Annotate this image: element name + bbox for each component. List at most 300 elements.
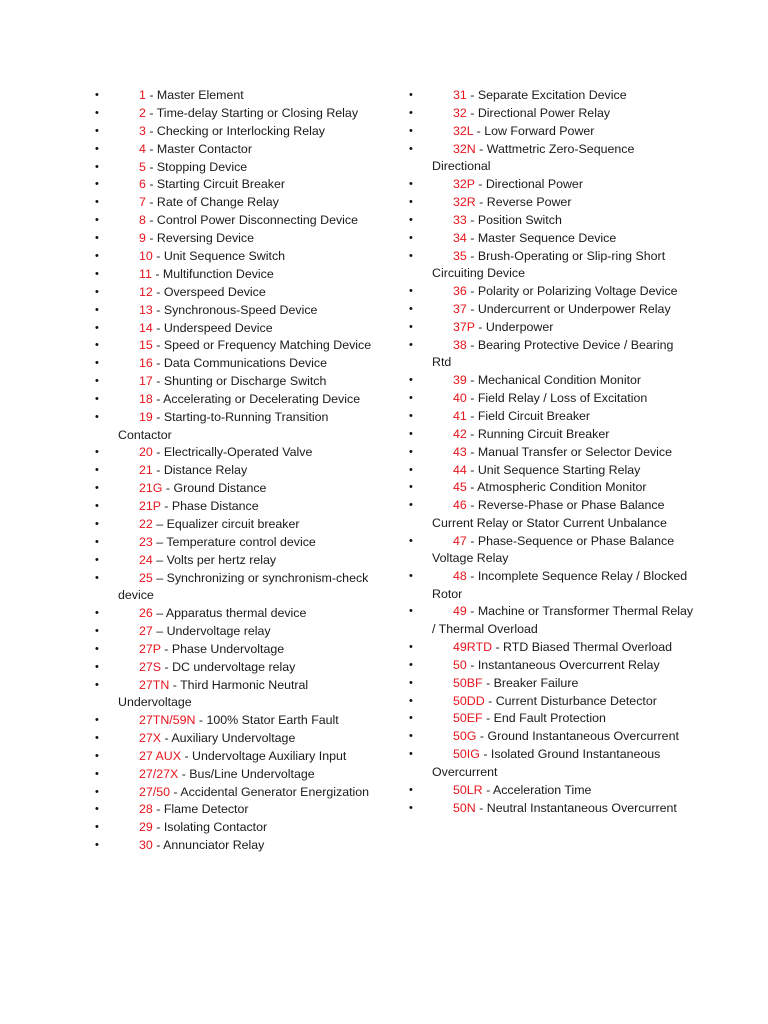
bullet-icon: • [409, 409, 413, 422]
bullet-icon: • [95, 446, 99, 459]
device-description: Phase Undervoltage [171, 641, 285, 656]
bullet-icon: • [409, 676, 413, 689]
bullet-icon: • [409, 748, 413, 761]
bullet-icon: • [95, 607, 99, 620]
list-item [95, 320, 380, 338]
list-item [409, 248, 694, 283]
bullet-icon: • [95, 803, 99, 816]
device-code: 32P [453, 177, 475, 192]
list-item [409, 426, 694, 444]
device-description: Mechanical Condition Monitor [477, 373, 642, 388]
device-code: 31 [453, 88, 467, 102]
device-description: Breaker Failure [493, 675, 579, 690]
bullet-icon: • [409, 783, 413, 796]
device-code: 7 [139, 195, 146, 210]
device-code: 36 [453, 284, 467, 299]
device-code: 35 [453, 248, 467, 263]
device-code: 26 [139, 606, 153, 621]
device-code: 50G [453, 729, 477, 744]
bullet-icon: • [409, 302, 413, 315]
bullet-icon: • [95, 749, 99, 762]
separator: – [152, 516, 167, 531]
device-description: Underpower [485, 319, 554, 334]
bullet-icon: • [409, 249, 413, 262]
separator: - [161, 730, 172, 745]
bullet-icon: • [409, 142, 413, 155]
list-item [409, 479, 694, 497]
device-description: Reverse-Phase or Phase Balance Current Relay or Stator Current Unbalance [432, 498, 667, 530]
device-description: Undervoltage relay [166, 623, 271, 638]
device-code: 9 [139, 231, 146, 246]
device-code: 21P [139, 499, 161, 514]
bullet-icon: • [95, 321, 99, 334]
list-item [409, 283, 694, 301]
device-code: 17 [139, 374, 153, 389]
bullet-icon: • [95, 285, 99, 298]
device-description: Master Sequence Device [477, 230, 617, 245]
device-code: 33 [453, 212, 467, 227]
separator: - [482, 675, 494, 690]
separator: - [160, 641, 172, 656]
device-description: End Fault Protection [493, 711, 606, 726]
bullet-icon: • [95, 482, 99, 495]
bullet-icon: • [409, 640, 413, 653]
separator: – [152, 623, 167, 638]
device-description: Unit Sequence Starting Relay [477, 462, 641, 477]
separator: - [152, 445, 164, 460]
device-description: Isolated Ground Instantaneous Overcurrent [432, 747, 661, 779]
list-item [95, 266, 380, 284]
bullet-icon: • [95, 232, 99, 245]
device-description: Reversing Device [156, 231, 255, 246]
separator: - [152, 820, 164, 835]
device-description: Flame Detector [163, 802, 249, 817]
device-code: 28 [139, 802, 153, 817]
list-item [95, 373, 380, 391]
list-item [95, 284, 380, 302]
list-item [95, 391, 380, 409]
separator: - [466, 284, 478, 299]
device-description: DC undervoltage relay [172, 659, 296, 674]
device-code: 24 [139, 552, 153, 567]
bullet-icon: • [409, 534, 413, 547]
separator: - [474, 177, 486, 192]
list-item [95, 105, 380, 123]
device-code: 20 [139, 445, 153, 460]
device-description: Checking or Interlocking Relay [156, 123, 325, 138]
device-code: 3 [139, 123, 146, 138]
separator: - [178, 766, 190, 781]
device-description: Distance Relay [163, 463, 248, 478]
device-description: Starting Circuit Breaker [156, 177, 286, 192]
separator: - [152, 392, 164, 407]
bullet-icon: • [409, 712, 413, 725]
device-description: Separate Excitation Device [477, 88, 627, 102]
device-code: 32 [453, 105, 467, 120]
bullet-icon: • [95, 250, 99, 263]
separator: - [152, 338, 164, 353]
device-description: Rate of Change Relay [156, 195, 279, 210]
list-item [409, 337, 694, 372]
separator: - [466, 212, 478, 227]
device-description: Instantaneous Overcurrent Relay [477, 657, 660, 672]
device-description: Manual Transfer or Selector Device [477, 444, 673, 459]
list-item [95, 141, 380, 159]
device-description: Master Contactor [156, 141, 252, 156]
separator: - [152, 374, 164, 389]
list-item [409, 746, 694, 781]
bullet-icon: • [95, 357, 99, 370]
bullet-icon: • [95, 303, 99, 316]
list-item [95, 534, 380, 552]
bullet-icon: • [409, 427, 413, 440]
list-item [409, 603, 694, 638]
list-item [409, 408, 694, 426]
device-description: Multifunction Device [162, 266, 274, 281]
bullet-icon: • [95, 642, 99, 655]
device-code: 44 [453, 462, 467, 477]
separator: - [145, 105, 157, 120]
list-item [95, 444, 380, 462]
device-description: Directional Power Relay [477, 105, 611, 120]
list-item [409, 728, 694, 746]
separator: - [474, 319, 486, 334]
device-code: 47 [453, 533, 467, 548]
separator: - [466, 230, 478, 245]
separator: - [475, 800, 487, 815]
device-description: Synchronous-Speed Device [163, 302, 318, 317]
separator: - [152, 356, 164, 371]
separator: - [152, 838, 164, 853]
device-code: 18 [139, 392, 153, 407]
separator: - [466, 462, 478, 477]
device-code: 29 [139, 820, 153, 835]
device-description: RTD Biased Thermal Overload [503, 639, 672, 654]
device-description: Shunting or Discharge Switch [163, 374, 327, 389]
device-code: 43 [453, 444, 467, 459]
separator: - [195, 713, 207, 727]
separator: - [152, 320, 164, 335]
device-description: Phase Distance [171, 499, 259, 514]
device-code: 22 [139, 516, 153, 531]
bullet-icon: • [409, 570, 413, 583]
list-item [409, 462, 694, 480]
bullet-icon: • [95, 375, 99, 388]
list-item [95, 409, 380, 444]
bullet-icon: • [95, 464, 99, 477]
device-code: 32L [453, 123, 474, 138]
device-description: Synchronizing or synchronism-check device [118, 570, 369, 603]
list-item [409, 372, 694, 390]
separator: - [492, 639, 504, 654]
bullet-icon: • [95, 142, 99, 155]
bullet-icon: • [95, 624, 99, 637]
device-code: 40 [453, 390, 467, 405]
list-item [95, 462, 380, 480]
bullet-icon: • [95, 89, 99, 101]
device-description: Low Forward Power [484, 123, 595, 138]
separator: - [466, 337, 478, 352]
device-description: Polarity or Polarizing Voltage Device [477, 284, 678, 299]
bullet-icon: • [95, 767, 99, 780]
device-description: Electrically-Operated Valve [163, 445, 313, 460]
separator: - [475, 194, 487, 209]
device-code: 21G [139, 481, 163, 496]
device-code: 32N [453, 141, 476, 156]
device-description: Machine or Transformer Thermal Relay / Thermal Overload [432, 604, 694, 636]
device-code: 27P [139, 641, 161, 656]
device-code: 50EF [453, 711, 483, 726]
list-item [409, 141, 694, 176]
device-code: 15 [139, 338, 153, 353]
device-code: 38 [453, 337, 467, 352]
device-description: Directional Power [485, 177, 583, 192]
list-item [409, 497, 694, 532]
bullet-icon: • [409, 89, 413, 101]
bullet-icon: • [95, 839, 99, 852]
device-description: Wattmetric Zero-Sequence Directional [432, 141, 635, 174]
list-item [95, 355, 380, 373]
bullet-icon: • [95, 535, 99, 548]
bullet-icon: • [95, 821, 99, 834]
bullet-icon: • [95, 106, 99, 119]
separator: - [145, 141, 157, 156]
separator: - [466, 569, 478, 584]
separator: - [145, 177, 157, 192]
bullet-icon: • [409, 694, 413, 707]
bullet-icon: • [409, 106, 413, 119]
bullet-icon: • [95, 339, 99, 352]
list-item [95, 302, 380, 320]
separator: - [466, 426, 478, 441]
separator: - [466, 301, 478, 316]
list-item [95, 337, 380, 355]
device-code: 32R [453, 194, 476, 209]
device-description: Reverse Power [486, 194, 572, 209]
device-code: 42 [453, 426, 467, 441]
device-code: 27 AUX [139, 748, 182, 763]
separator: - [482, 711, 494, 726]
list-item [95, 819, 380, 837]
separator: - [162, 481, 174, 496]
device-list-right [409, 87, 694, 817]
bullet-icon: • [409, 374, 413, 387]
separator: – [152, 570, 167, 585]
bullet-icon: • [409, 124, 413, 137]
separator: - [466, 408, 478, 423]
device-code: 49RTD [453, 639, 493, 654]
device-code: 19 [139, 410, 153, 425]
device-code: 46 [453, 498, 467, 513]
list-item [409, 657, 694, 675]
device-code: 2 [139, 105, 146, 120]
device-code: 11 [139, 266, 152, 281]
separator: – [152, 552, 167, 567]
device-description: Equalizer circuit breaker [166, 516, 300, 531]
separator: - [145, 123, 157, 138]
separator: - [466, 657, 478, 672]
bullet-icon: • [409, 481, 413, 494]
bullet-icon: • [95, 553, 99, 566]
list-item [95, 248, 380, 266]
device-description: Phase-Sequence or Phase Balance Voltage Relay [432, 533, 675, 566]
bullet-icon: • [95, 660, 99, 673]
device-description: Starting-to-Running Transition Contactor [118, 410, 329, 442]
device-code: 50DD [453, 693, 485, 708]
device-description: Ground Instantaneous Overcurrent [487, 729, 679, 744]
device-code: 50LR [453, 782, 483, 797]
separator: - [169, 677, 181, 692]
device-code: 50N [453, 800, 476, 815]
bullet-icon: • [95, 267, 99, 280]
list-item [409, 319, 694, 337]
separator: - [152, 410, 164, 425]
separator: - [145, 88, 157, 102]
separator: - [466, 498, 478, 513]
device-description: Running Circuit Breaker [477, 426, 610, 441]
separator: - [466, 105, 478, 120]
device-description: Field Circuit Breaker [477, 408, 591, 423]
device-code: 50 [453, 657, 467, 672]
bullet-icon: • [95, 571, 99, 584]
bullet-icon: • [409, 801, 413, 814]
separator: - [160, 499, 172, 514]
list-item [95, 659, 380, 677]
device-description: Neutral Instantaneous Overcurrent [486, 800, 677, 815]
device-code: 49 [453, 604, 467, 619]
bullet-icon: • [409, 320, 413, 333]
separator: - [152, 802, 164, 817]
separator: - [466, 533, 478, 548]
list-item [95, 498, 380, 516]
device-code: 37 [453, 301, 467, 316]
separator: - [479, 747, 491, 762]
separator: - [466, 390, 478, 405]
separator: - [161, 659, 173, 674]
device-description: Brush-Operating or Slip-ring Short Circuiting Device [432, 248, 666, 281]
bullet-icon: • [409, 391, 413, 404]
separator: - [476, 729, 488, 744]
separator: - [466, 444, 478, 459]
device-description: Control Power Disconnecting Device [156, 213, 359, 228]
list-item [409, 105, 694, 123]
bullet-icon: • [409, 499, 413, 512]
device-code: 27TN/59N [139, 713, 196, 727]
device-code: 6 [139, 177, 146, 192]
list-item [95, 677, 380, 712]
separator: - [181, 748, 193, 763]
device-code: 30 [139, 838, 153, 853]
device-code: 50BF [453, 675, 483, 690]
bullet-icon: • [409, 213, 413, 226]
list-item [95, 766, 380, 784]
device-description: Stopping Device [156, 159, 248, 174]
device-code: 10 [139, 249, 153, 264]
device-description: Data Communications Device [163, 356, 328, 371]
bullet-icon: • [95, 196, 99, 209]
list-item [95, 212, 380, 230]
bullet-icon: • [409, 231, 413, 244]
list-item [95, 837, 380, 855]
device-list-left [95, 87, 380, 855]
device-description: Annunciator Relay [163, 838, 265, 853]
device-code: 8 [139, 213, 146, 228]
list-item [409, 710, 694, 728]
separator: - [145, 195, 157, 210]
list-item [409, 301, 694, 319]
device-code: 4 [139, 141, 146, 156]
list-item [95, 730, 380, 748]
separator: - [475, 141, 487, 156]
bullet-icon: • [409, 658, 413, 671]
separator: - [482, 782, 493, 797]
bullet-icon: • [95, 411, 99, 424]
device-description: Bus/Line Undervoltage [189, 766, 315, 781]
device-code: 25 [139, 570, 153, 585]
device-code: 39 [453, 373, 467, 388]
list-item [95, 194, 380, 212]
device-description: Underspeed Device [163, 320, 273, 335]
separator: - [466, 480, 478, 495]
list-item [409, 800, 694, 818]
separator: - [152, 284, 164, 299]
list-item [95, 123, 380, 141]
bullet-icon: • [95, 731, 99, 744]
separator: - [466, 88, 478, 102]
device-code: 1 [139, 88, 146, 102]
separator: - [152, 302, 164, 317]
device-code: 34 [453, 230, 467, 245]
list-item [409, 194, 694, 212]
device-code: 12 [139, 284, 153, 299]
list-item [95, 159, 380, 177]
separator: - [473, 123, 485, 138]
device-description: Time-delay Starting or Closing Relay [156, 105, 359, 120]
bullet-icon: • [95, 160, 99, 173]
device-code: 27X [139, 730, 162, 745]
list-item [409, 212, 694, 230]
device-code: 27 [139, 623, 153, 638]
device-description: Undervoltage Auxiliary Input [192, 748, 347, 763]
device-code: 50IG [453, 747, 480, 762]
bullet-icon: • [409, 730, 413, 743]
device-description: Position Switch [477, 212, 562, 227]
list-item [409, 693, 694, 711]
separator: - [145, 159, 157, 174]
list-item [409, 533, 694, 568]
list-item [409, 176, 694, 194]
bullet-icon: • [95, 178, 99, 191]
device-code: 23 [139, 534, 153, 549]
device-code: 16 [139, 356, 153, 371]
bullet-icon: • [95, 393, 99, 406]
device-description: Apparatus thermal device [165, 606, 307, 621]
list-item [95, 87, 380, 105]
device-description: Isolating Contactor [163, 820, 268, 835]
device-code: 27S [139, 659, 162, 674]
device-description: Acceleration Time [492, 782, 592, 797]
list-item [95, 570, 380, 605]
bullet-icon: • [95, 214, 99, 227]
list-item [95, 480, 380, 498]
bullet-icon: • [409, 178, 413, 191]
device-description: Temperature control device [166, 534, 316, 549]
separator: - [145, 231, 157, 246]
bullet-icon: • [409, 195, 413, 208]
bullet-icon: • [95, 678, 99, 691]
device-description: Accidental Generator Energization [180, 784, 370, 799]
separator: - [484, 693, 496, 708]
